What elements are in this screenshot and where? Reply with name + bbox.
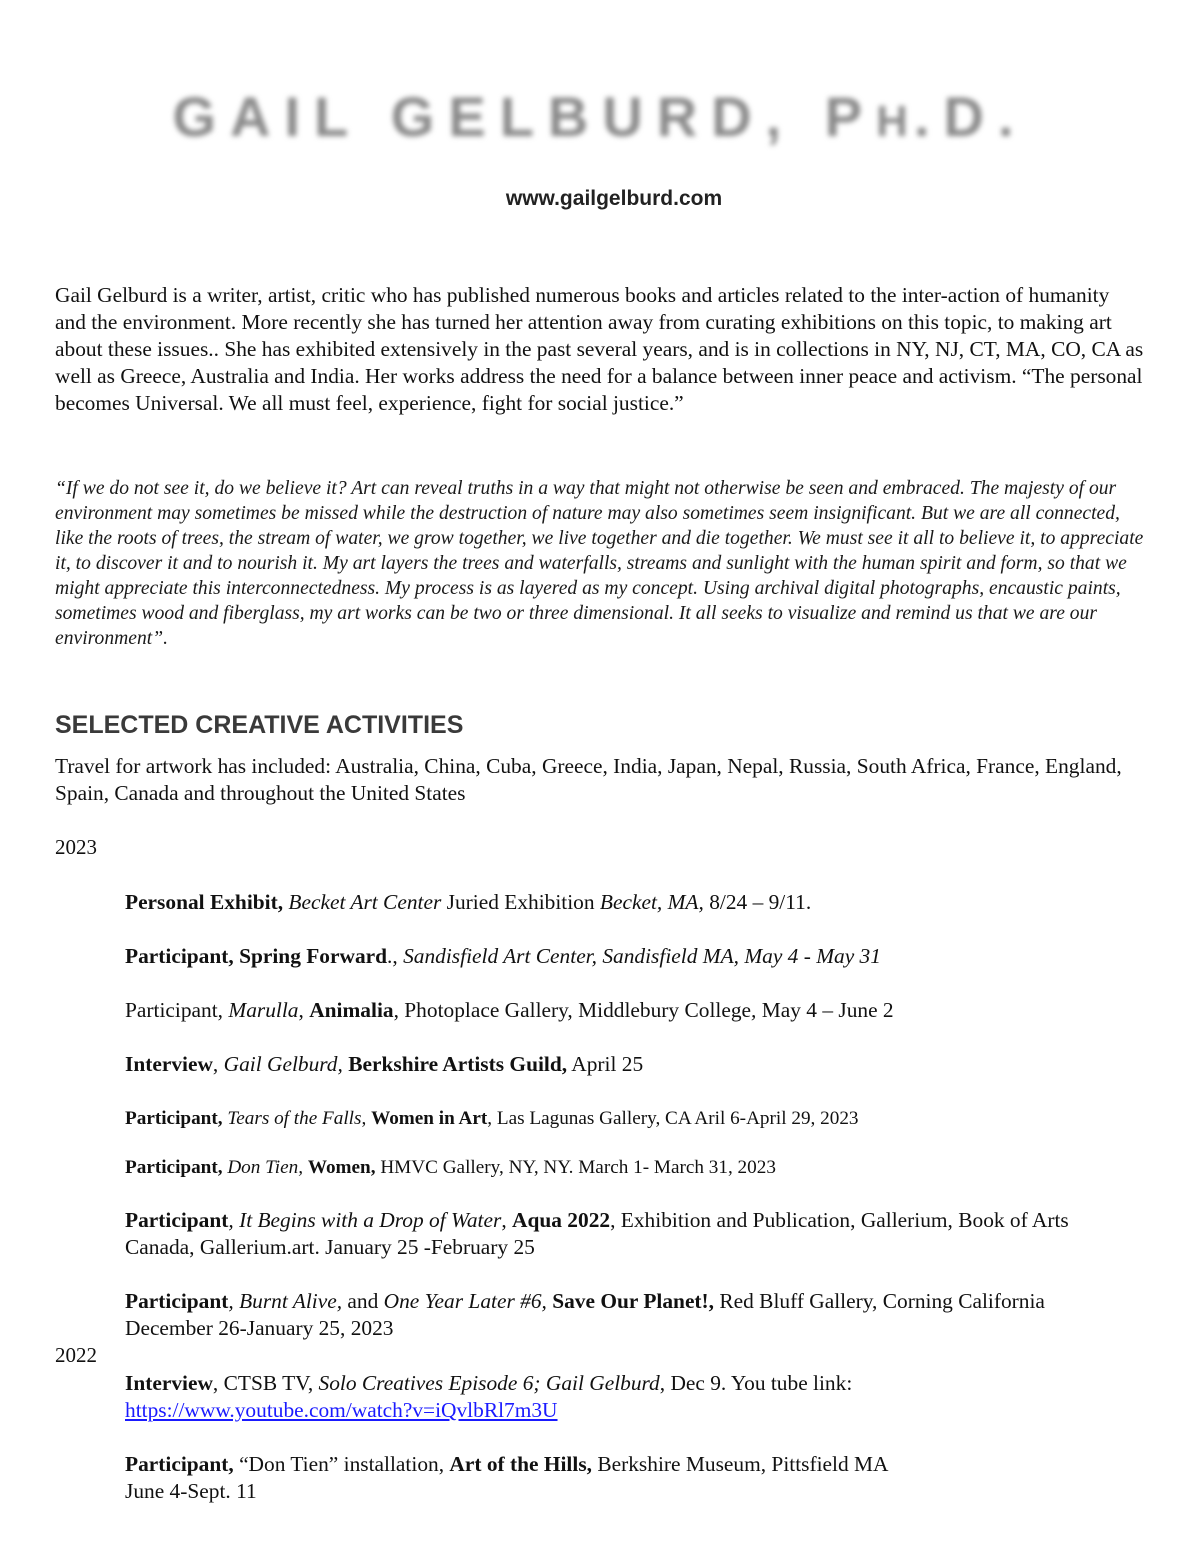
entry-dates: 8/24 – 9/11. xyxy=(703,890,812,914)
entry-venue: Sandisfield Art Center, Sandisfield MA, May 4 - May 31 xyxy=(403,944,881,968)
entry-dates: May 4 – June 2 xyxy=(756,998,894,1022)
name-end: .D. xyxy=(913,85,1028,148)
entry-venue: , Photoplace Gallery, Middlebury College xyxy=(393,998,752,1022)
entry-location: Becket, MA, xyxy=(599,890,704,914)
list-item xyxy=(125,943,1135,970)
list-item xyxy=(125,889,1135,916)
entry-role: Interview xyxy=(125,1052,213,1076)
entry-text: , xyxy=(501,1208,513,1232)
entry-role: Participant xyxy=(125,1208,229,1232)
entry-text: , Dec 9. You tube link: xyxy=(659,1371,853,1395)
entry-work: One Year Later #6, xyxy=(383,1289,547,1313)
entry-dates: June 4-Sept. 11 xyxy=(125,1479,257,1503)
entry-title: Participant, Spring Forward xyxy=(125,944,388,968)
entry-venue: Red Bluff Gallery, Corning California December 26-January 25, 2023 xyxy=(125,1289,1045,1340)
list-item xyxy=(125,1051,1135,1078)
entry-venue: , Las Lagunas Gallery, CA Aril 6-April 29, 2023 xyxy=(487,1108,859,1129)
list-item xyxy=(125,1370,1135,1424)
section-heading: SELECTED CREATIVE ACTIVITIES xyxy=(55,711,464,739)
year-heading-2022: 2022 xyxy=(55,1343,97,1367)
entry-exhibition: Save Our Planet!, xyxy=(552,1289,715,1313)
entry-show: Solo Creatives Episode 6; Gail Gelburd xyxy=(318,1371,660,1395)
list-item xyxy=(125,1105,1135,1132)
entry-work: , It Begins with a Drop of Water xyxy=(228,1208,502,1232)
entry-text: , xyxy=(751,998,757,1022)
entry-exhibition: Art of the Hills, xyxy=(449,1452,592,1476)
entry-text: “Don Tien” installation, xyxy=(233,1452,450,1476)
entry-role: Personal Exhibit, xyxy=(125,890,284,914)
entry-text: , xyxy=(298,998,310,1022)
website-link[interactable]: www.gailgelburd.com xyxy=(505,187,723,210)
artist-statement-quote: “If we do not see it, do we believe it? Art can reveal truths in a way that might not otherwise be seen and embraced. The majesty of our environment may sometimes be missed while the destruction of nature may also sometimes seem insignificant. But we are all connected, like the roots of trees, the stream of water, we grow together, we live together and die together. We must see it all to believe it, to appreciate it, to discover it and to nourish it. My art layers the trees and waterfalls, streams and sunlight with the human spirit and form, so that we might appreciate this interconnectedness. My process is as layered as my concept. Using archival digital photographs, encaustic paints, sometimes wood and fiberglass, my art works can be two or three dimensional. It all seeks to visualize and remind us that we are our environment”. xyxy=(55,478,1144,649)
list-item xyxy=(125,1451,1135,1505)
entry-exhibition: Aqua 2022 xyxy=(512,1208,611,1232)
name-smallcaps: H xyxy=(876,97,914,146)
entry-work: , Burnt Alive, xyxy=(228,1289,343,1313)
list-item xyxy=(125,1288,1135,1342)
travel-paragraph: Travel for artwork has included: Australia, China, Cuba, Greece, India, Japan, Nepal, Russia, South Africa, France, England, Spain, Canada and throughout the United States xyxy=(55,754,1122,805)
entry-dates: April 25 xyxy=(567,1052,644,1076)
entry-subject: Gail Gelburd, xyxy=(223,1052,343,1076)
entry-role: Participant xyxy=(125,1289,229,1313)
entry-venue: Berkshire Museum, Pittsfield MA xyxy=(592,1452,889,1476)
entry-role: Participant, xyxy=(125,1157,223,1178)
list-item xyxy=(125,997,1135,1024)
entry-role: Participant, xyxy=(125,998,229,1022)
entry-text: and xyxy=(342,1289,384,1313)
list-item xyxy=(125,1207,1135,1261)
entry-text: , xyxy=(361,1108,372,1129)
entry-venue: HMVC Gallery, NY, NY. March 1- March 31, 2023 xyxy=(375,1157,776,1178)
year-heading-2023: 2023 xyxy=(55,835,97,859)
entry-venue: Becket Art Center xyxy=(283,890,442,914)
entry-text: Juried Exhibition xyxy=(441,890,600,914)
youtube-link[interactable]: https://www.youtube.com/watch?v=iQvlbRl7m3U xyxy=(125,1398,558,1422)
entry-exhibition: Women in Art xyxy=(371,1108,488,1129)
entry-role: Participant, xyxy=(125,1452,234,1476)
entry-text: , xyxy=(212,1052,224,1076)
entry-work: Tears of the Falls xyxy=(227,1108,362,1129)
entry-organization: Berkshire Artists Guild, xyxy=(348,1052,568,1076)
name-title xyxy=(0,84,1200,149)
name-main: GAIL GELBURD, P xyxy=(172,85,877,148)
entry-text: ., xyxy=(387,944,404,968)
entry-exhibition: Women, xyxy=(307,1157,376,1178)
entry-work: Marulla xyxy=(228,998,299,1022)
bio-paragraph: Gail Gelburd is a writer, artist, critic who has published numerous books and articles related to the inter-action of humanity and the environment. More recently she has turned her attention away from curating exhibitions on this topic, to making art about these issues.. She has exhibited extensively in the past several years, and is in collections in NY, NJ, CT, MA, CO, CA as well as Greece, Australia and India. Her works address the need for a balance between inner peace and activism. “The personal becomes Universal. We all must feel, experience, fight for social justice.” xyxy=(55,283,1144,415)
entry-text: , CTSB TV, xyxy=(212,1371,319,1395)
entry-role: Participant, xyxy=(125,1108,223,1129)
entry-role: Interview xyxy=(125,1371,213,1395)
list-item xyxy=(125,1154,1135,1181)
entry-exhibition: Animalia xyxy=(309,998,394,1022)
entry-venue: , Exhibition and Publication, Gallerium, Book of Arts Canada, Gallerium.art. January 25 -February 25 xyxy=(125,1208,1069,1259)
entry-work: Don Tien, xyxy=(227,1157,304,1178)
